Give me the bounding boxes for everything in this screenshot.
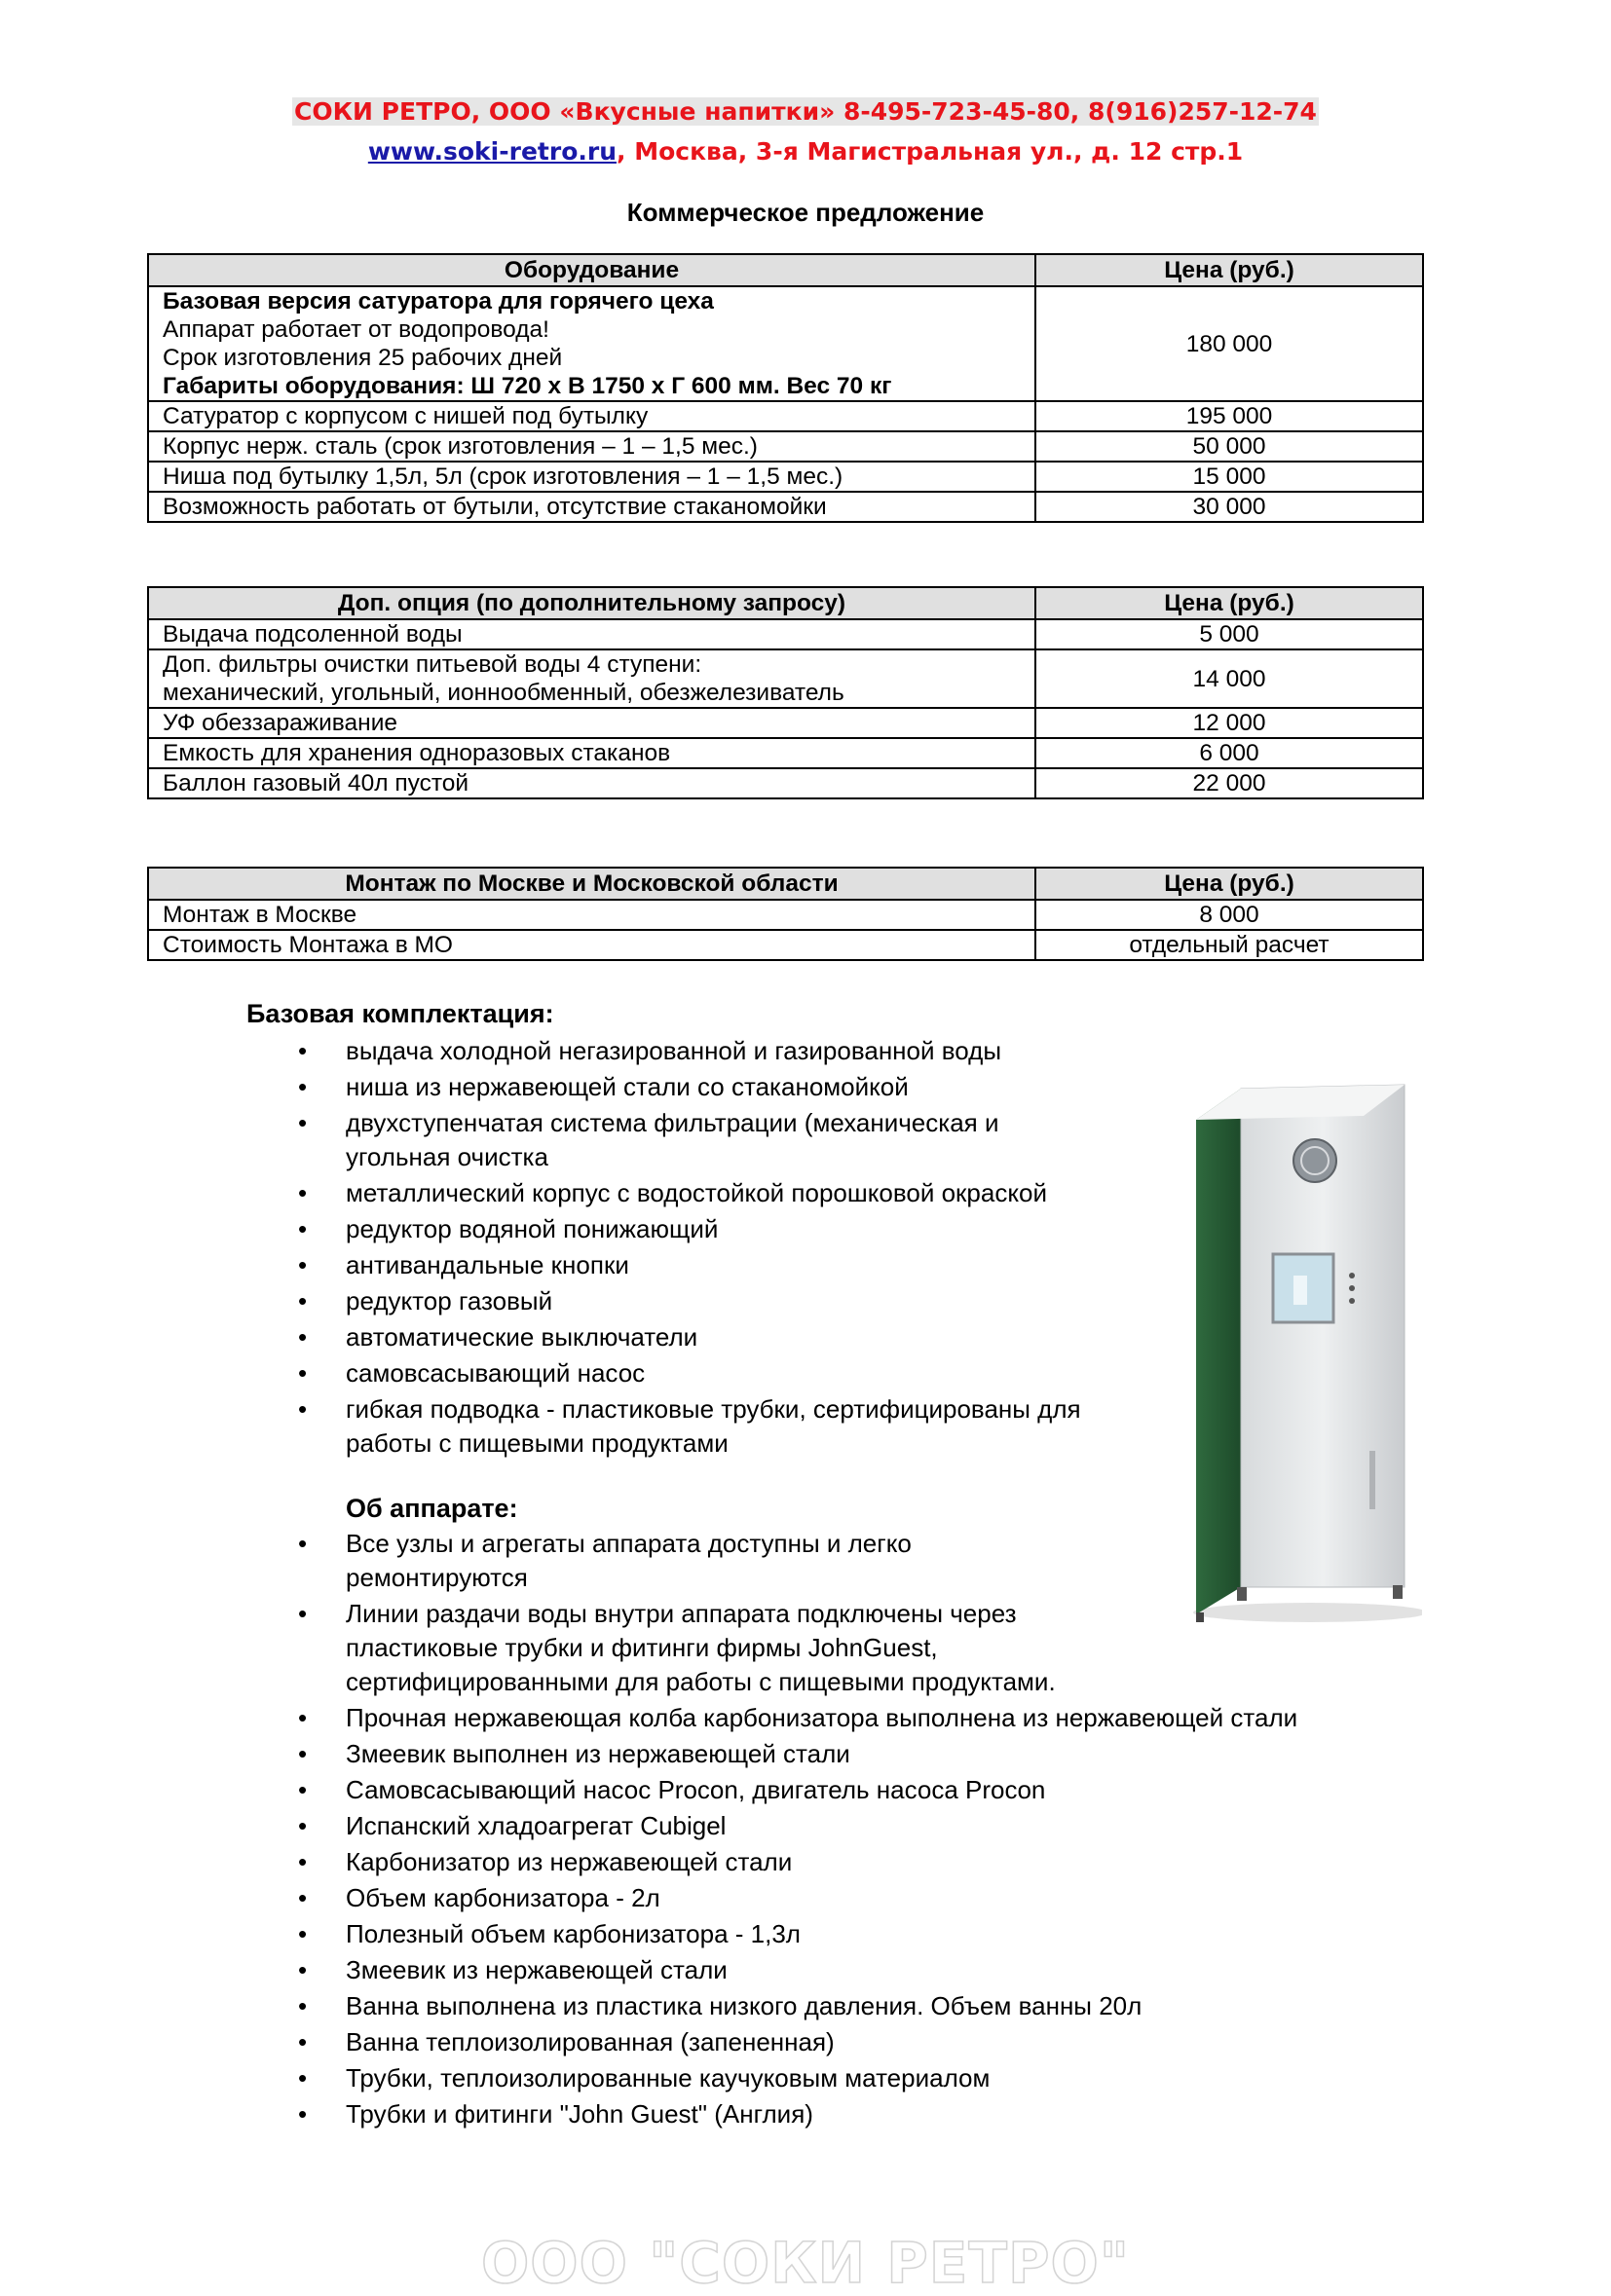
list-item: • Змеевик выполнен из нержавеющей стали [298, 1737, 1389, 1771]
item-name: Стоимость Монтажа в МО [148, 930, 1035, 960]
item-name: Ниша под бутылку 1,5л, 5л (срок изготовления – 1 – 1,5 мес.) [148, 462, 1035, 492]
table-row [148, 431, 1423, 462]
site-link[interactable]: www.soki-retro.ru [367, 137, 617, 166]
list-item: • Карбонизатор из нержавеющей стали [298, 1845, 1389, 1879]
price-cell: 5 000 [1035, 619, 1423, 649]
column-header: Цена (руб.) [1035, 587, 1423, 619]
table-row [148, 708, 1423, 738]
price-cell: 50 000 [1035, 431, 1423, 462]
list-item: • Трубки и фитинги "John Guest" (Англия) [298, 2097, 1389, 2131]
price-cell: 22 000 [1035, 768, 1423, 798]
list-item: • гибкая подводка - пластиковые трубки, сертифицированы для работы с пищевыми продуктами [298, 1392, 1115, 1461]
item-name: Возможность работать от бутыли, отсутствие стаканомойки [148, 492, 1035, 522]
price-cell: 8 000 [1035, 900, 1423, 930]
list-item: • выдача холодной негазированной и газированной воды [298, 1034, 1136, 1068]
address-text: Москва, 3-я Магистральная ул., д. 12 стр.1 [634, 137, 1244, 166]
table-header-row [148, 868, 1423, 900]
list-item: • Испанский хладоагрегат Cubigel [298, 1809, 1389, 1843]
item-name-line: механический, угольный, ионнообменный, обезжелезиватель [163, 680, 844, 706]
list-item: • Трубки, теплоизолированные каучуковым материалом [298, 2061, 1389, 2095]
base-version-note: Аппарат работает от водопровода! [163, 316, 549, 343]
watermark: ООО "СОКИ РЕТРО" [480, 2230, 1131, 2296]
item-name: Корпус нерж. сталь (срок изготовления – 1 – 1,5 мес.) [148, 431, 1035, 462]
item-name: Сатуратор с корпусом с нишей под бутылку [148, 401, 1035, 431]
company-header [0, 97, 1611, 126]
table-row [148, 462, 1423, 492]
price-cell: 6 000 [1035, 738, 1423, 768]
table-row [148, 738, 1423, 768]
options-table [147, 586, 1424, 799]
equipment-table [147, 253, 1424, 523]
list-item: • Змеевик из нержавеющей стали [298, 1953, 1389, 1987]
price-cell: 14 000 [1035, 649, 1423, 708]
item-name: Выдача подсоленной воды [148, 619, 1035, 649]
list-item: • самовсасывающий насос [298, 1356, 1136, 1390]
price-cell: 12 000 [1035, 708, 1423, 738]
item-name [148, 649, 1035, 708]
base-version-dimensions: Габариты оборудования: Ш 720 х В 1750 х Г 600 мм. Вес 70 кг [163, 373, 892, 399]
company-contacts: СОКИ РЕТРО, ООО «Вкусные напитки» 8-495-723-45-80, 8(916)257-12-74 [294, 97, 1317, 126]
table-row [148, 619, 1423, 649]
list-item: • редуктор газовый [298, 1284, 1136, 1318]
page-title: Коммерческое предложение [626, 198, 985, 227]
install-table [147, 867, 1424, 961]
item-name: Емкость для хранения одноразовых стаканов [148, 738, 1035, 768]
base-version-term: Срок изготовления 25 рабочих дней [163, 345, 563, 371]
table-row [148, 401, 1423, 431]
price-cell: отдельный расчет [1035, 930, 1423, 960]
base-version-title: Базовая версия сатуратора для горячего цеха [163, 288, 714, 315]
list-item: • Полезный объем карбонизатора - 1,3л [298, 1917, 1389, 1951]
item-name-line: Доп. фильтры очистки питьевой воды 4 ступени: [163, 651, 702, 678]
table-header-row [148, 587, 1423, 619]
list-item: • антивандальные кнопки [298, 1248, 1136, 1282]
table-row [148, 286, 1423, 401]
table-header-row [148, 254, 1423, 286]
list-item: • Самовсасывающий насос Procon, двигатель насоса Procon [298, 1773, 1389, 1807]
item-name: Монтаж в Москве [148, 900, 1035, 930]
address-line: www.soki-retro.ru, Москва, 3-я Магистральная ул., д. 12 стр.1 [367, 137, 1244, 166]
column-header: Монтаж по Москве и Московской области [148, 868, 1035, 900]
kit-list [298, 1034, 1136, 1463]
list-item: • металлический корпус с водостойкой порошковой окраской [298, 1176, 1136, 1210]
table-row [148, 930, 1423, 960]
column-header: Оборудование [148, 254, 1035, 286]
price-cell: 180 000 [1035, 286, 1423, 401]
column-header: Цена (руб.) [1035, 254, 1423, 286]
price-cell: 15 000 [1035, 462, 1423, 492]
list-item: • автоматические выключатели [298, 1320, 1136, 1354]
table-row [148, 900, 1423, 930]
list-item: • Все узлы и агрегаты аппарата доступны и легко ремонтируются [298, 1527, 979, 1595]
list-item: • Объем карбонизатора - 2л [298, 1881, 1389, 1915]
item-name: Баллон газовый 40л пустой [148, 768, 1035, 798]
price-cell: 30 000 [1035, 492, 1423, 522]
about-heading: Об аппарате: [346, 1494, 518, 1523]
kit-heading: Базовая комплектация: [246, 999, 554, 1028]
list-item: • Ванна выполнена из пластика низкого давления. Объем ванны 20л [298, 1989, 1389, 2023]
list-item: • редуктор водяной понижающий [298, 1212, 1136, 1246]
saturator-device-image [1179, 1081, 1422, 1626]
list-item: • Прочная нержавеющая колба карбонизатора выполнена из нержавеющей стали [298, 1701, 1389, 1735]
list-item: • Ванна теплоизолированная (запененная) [298, 2025, 1389, 2059]
list-item: • ниша из нержавеющей стали со стаканомойкой [298, 1070, 1136, 1104]
table-row [148, 768, 1423, 798]
list-item: • двухступенчатая система фильтрации (механическая и угольная очистка [298, 1106, 1086, 1174]
column-header: Доп. опция (по дополнительному запросу) [148, 587, 1035, 619]
item-name: УФ обеззараживание [148, 708, 1035, 738]
list-item: • Линии раздачи воды внутри аппарата подключены через пластиковые трубки и фитинги фирмы JohnGuest, сертифицированными для работы с пищевыми продуктами. [298, 1597, 1154, 1699]
column-header: Цена (руб.) [1035, 868, 1423, 900]
base-version-cell [148, 286, 1035, 401]
table-row [148, 649, 1423, 708]
price-cell: 195 000 [1035, 401, 1423, 431]
table-row [148, 492, 1423, 522]
